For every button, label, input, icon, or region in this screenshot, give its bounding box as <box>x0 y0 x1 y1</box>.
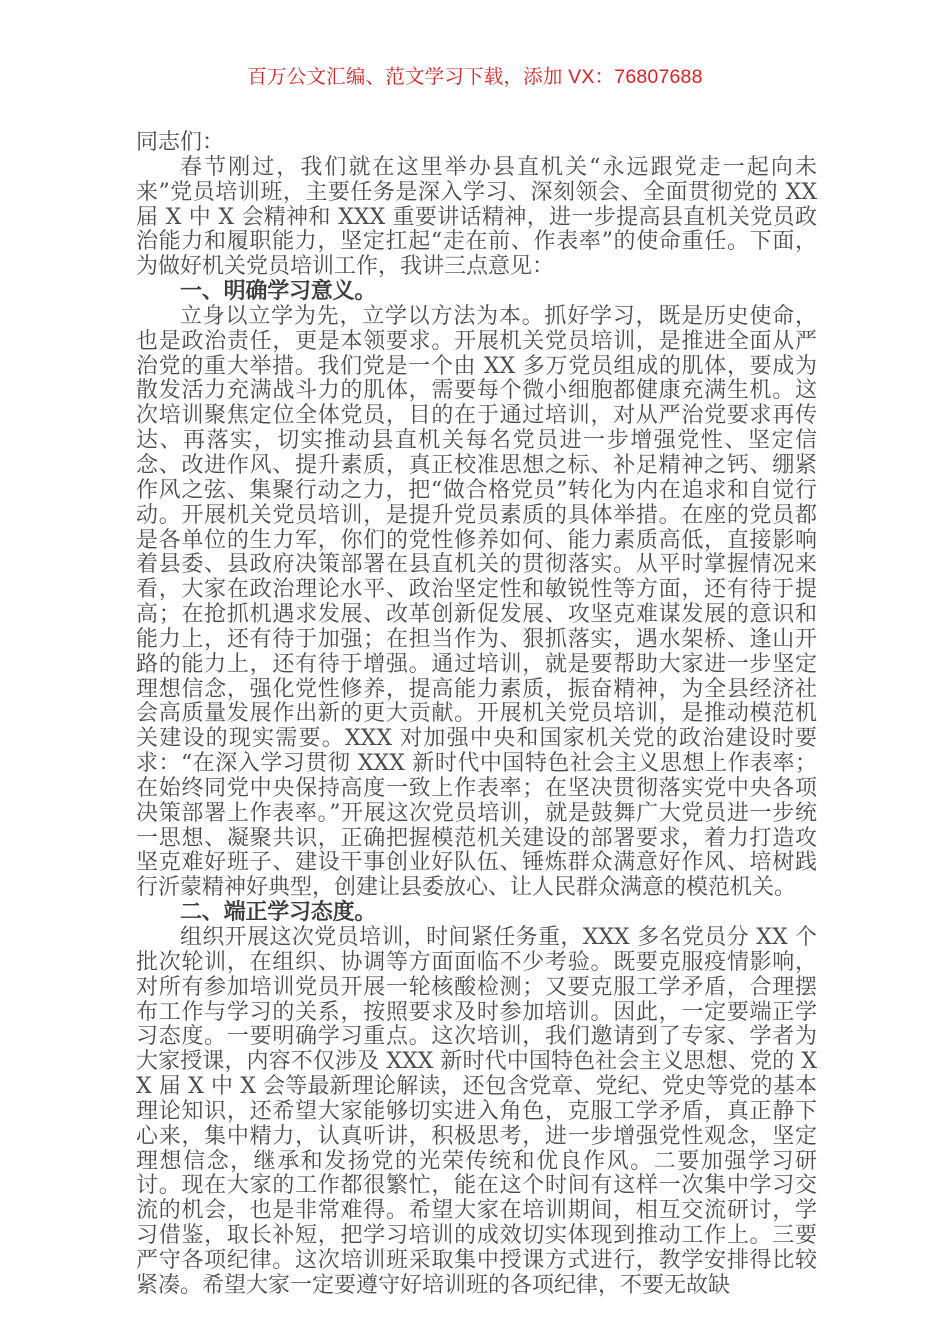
promo-banner: 百万公文汇编、范文学习下载，添加 VX：76807688 <box>247 66 703 88</box>
section-body-1: 立身以立学为先，立学以方法为本。抓好学习，既是历史使命，也是政治责任，更是本领要求。开展机关党员培训，是推进全面从严治党的重大举措。我们党是一个由 XX 多万党员组成的肌体，要成为散发活力充满战斗力的肌体，需要每个微小细胞都健康充满生机。这次培训聚焦定位全体党员，目的在于通过培训，对从严治党要求再传达、再落实，切实推动县直机关每名党员进一步增强党性、坚定信念、改进作风、提升素质，真正校准思想之标、补足精神之钙、绷紧作风之弦、集聚行动之力，把“做合格党员”转化为内在追求和自觉行动。开展机关党员培训，是提升党员素质的具体举措。在座的党员都是各单位的生力军，你们的党性修养如何、能力素质高低，直接影响着县委、县政府决策部署在县直机关的贯彻落实。从平时掌握情况来看，大家在政治理论水平、政治坚定性和敏锐性等方面，还有待于提高；在抢抓机遇求发展、改革创新促发展、攻坚克难谋发展的意识和能力上，还有待于加强；在担当作为、狠抓落实，遇水架桥、逢山开路的能力上，还有待于增强。通过培训，就是要帮助大家进一步坚定理想信念，强化党性修养，提高能力素质，振奋精神，为全县经济社会高质量发展作出新的更大贡献。开展机关党员培训，是推动模范机关建设的现实需要。XXX 对加强中央和国家机关党的政治建设时要求：“在深入学习贯彻 XXX 新时代中国特色社会主义思想上作表率；在始终同党中央保持高度一致上作表率；在坚决贯彻落实党中央各项决策部署上作表率。”开展这次党员培训，就是鼓舞广大党员进一步统一思想、凝聚共识，正确把握模范机关建设的部署要求，着力打造攻坚克难好班子、建设干事创业好队伍、锤炼群众满意好作风、培树践行沂蒙精神好典型，创建让县委放心、让人民群众满意的模范机关。 <box>136 303 817 901</box>
section-body-2: 组织开展这次党员培训，时间紧任务重，XXX 多名党员分 XX 个批次轮训，在组织、协调等方面面临不少考验。既要克服疫情影响，对所有参加培训党员开展一轮核酸检测；又要克服工学矛盾，合理摆布工作与学习的关系，按照要求及时参加培训。因此，一定要端正学习态度。一要明确学习重点。这次培训，我们邀请到了专家、学者为大家授课，内容不仅涉及 XXX 新时代中国特色社会主义思想、党的 XX 届 X 中 X 会等最新理论解读，还包含党章、党纪、党史等党的基本理论知识，还希望大家能够切实进入角色，克服工学矛盾，真正静下心来，集中精力，认真听讲，积极思考，进一步增强党性观念，坚定理想信念，继承和发扬党的光荣传统和优良作风。二要加强学习研讨。现在大家的工作都很繁忙，能在这个时间有这样一次集中学习交流的机会，也是非常难得。希望大家在培训期间，相互交流研讨，学习借鉴，取长补短，把学习培训的成效切实体现到推动工作上。三要严守各项纪律。这次培训班采取集中授课方式进行，教学安排得比较紧凑。希望大家一定要遵守好培训班的各项纪律，不要无故缺 <box>136 925 817 1298</box>
salutation: 同志们： <box>136 130 225 155</box>
document-body <box>136 131 817 1299</box>
section-heading-1: 一、明确学习意义。 <box>180 279 377 305</box>
section-heading-2: 二、端正学习态度。 <box>180 900 377 926</box>
intro-paragraph: 春节刚过，我们就在这里举办县直机关“永远跟党走一起向未来”党员培训班，主要任务是深入学习、深刻领会、全面贯彻党的 XX 届 X 中 X 会精神和 XXX 重要讲话精神，进一步提高县直机关党员政治能力和履职能力，坚定扛起“走在前、作表率”的使命重任。下面，为做好机关党员培训工作，我讲三点意见： <box>136 154 817 280</box>
